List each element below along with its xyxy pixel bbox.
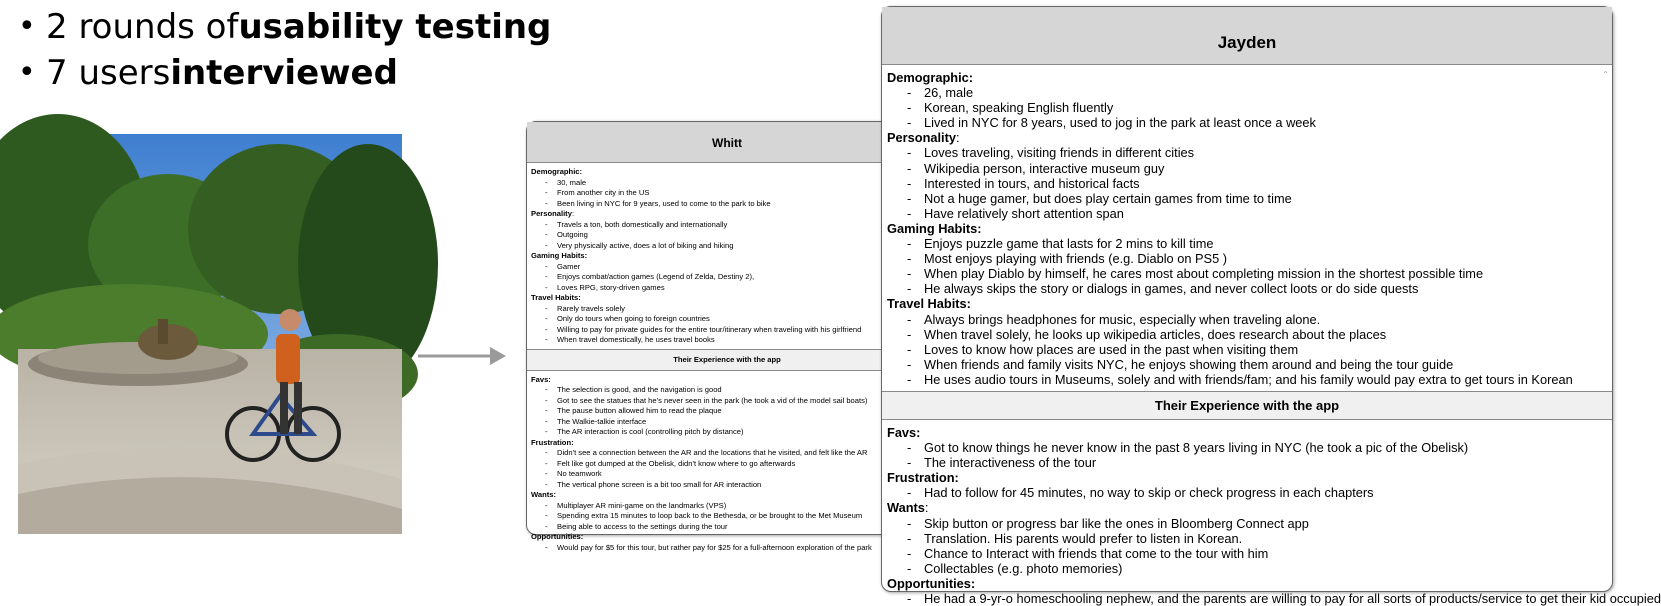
list-item: - Multiplayer AR mini-game on the landmarks (VPS) bbox=[531, 501, 923, 512]
list-item: - Korean, speaking English fluently bbox=[887, 100, 1604, 115]
experience-header: Their Experience with the app bbox=[527, 349, 927, 371]
list-item: - Got to see the statues that he's never seen in the park (he took a vid of the model sail boats) bbox=[531, 396, 923, 407]
bullet-dot: • bbox=[18, 55, 36, 90]
list-item: - When travel solely, he looks up wikipedia articles, does research about the places bbox=[887, 327, 1604, 342]
list-item: - Loves to know how places are used in the past when visiting them bbox=[887, 342, 1604, 357]
wants-list bbox=[887, 516, 1604, 576]
opportunities-list bbox=[887, 591, 1661, 606]
section-gaming-title: Gaming Habits: bbox=[887, 220, 982, 236]
list-item: - Been living in NYC for 9 years, used to come to the park to bike bbox=[531, 199, 923, 210]
list-item: - The AR interaction is cool (controlling pitch by distance) bbox=[531, 427, 923, 438]
section-frustration-title: Frustration: bbox=[531, 437, 574, 447]
section-personality-title: Personality: bbox=[531, 209, 575, 218]
experience-body bbox=[882, 420, 1661, 606]
summary-bullets bbox=[18, 4, 551, 96]
list-item: - Chance to Interact with friends that come to the tour with him bbox=[887, 546, 1604, 561]
list-item: - Loves traveling, visiting friends in different cities bbox=[887, 145, 1604, 160]
list-item: - Gamer bbox=[531, 262, 923, 273]
list-item: - Didn't see a connection between the AR and the locations that he visited, and felt like the AR bbox=[531, 448, 923, 459]
list-item: - The vertical phone screen is a bit too small for AR interaction bbox=[531, 480, 923, 491]
section-travel-title: Travel Habits: bbox=[531, 293, 581, 302]
favs-list bbox=[531, 385, 923, 438]
list-item: - He uses audio tours in Museums, solely and with friends/fam; and his family would pay extra to get tours in Korean bbox=[887, 372, 1604, 387]
persona-name: Jayden bbox=[882, 7, 1612, 65]
list-item: - Interested in tours, and historical facts bbox=[887, 176, 1604, 191]
bullet-text: 7 users bbox=[46, 53, 171, 93]
gaming-list bbox=[531, 262, 923, 294]
bullet-bold-text: interviewed bbox=[170, 53, 398, 93]
list-item: - Always brings headphones for music, especially when traveling alone. bbox=[887, 312, 1604, 327]
list-item: - The Walkie-talkie interface bbox=[531, 417, 923, 428]
bullet-text: 2 rounds of bbox=[46, 7, 239, 47]
opportunities-list bbox=[531, 543, 923, 554]
list-item: - Enjoys combat/action games (Legend of Zelda, Destiny 2), bbox=[531, 272, 923, 283]
list-item: - When friends and family visits NYC, he enjoys showing them around and being the tour guide bbox=[887, 357, 1604, 372]
list-item: - Collectables (e.g. photo memories) bbox=[887, 561, 1604, 576]
list-item: - Have relatively short attention span bbox=[887, 206, 1604, 221]
list-item: - Being able to access to the settings during the tour bbox=[531, 522, 923, 533]
bullet-users-interviewed bbox=[18, 50, 551, 96]
park-photo-illustration bbox=[18, 134, 402, 534]
list-item: - Felt like got dumped at the Obelisk, didn't know where to go afterwards bbox=[531, 459, 923, 470]
list-item: - When travel domestically, he uses travel books bbox=[531, 335, 923, 346]
list-item: - Rarely travels solely bbox=[531, 304, 923, 315]
favs-list bbox=[887, 440, 1604, 470]
section-wants-title: Wants: bbox=[531, 490, 557, 499]
experience-body bbox=[527, 371, 927, 554]
list-item: - 30, male bbox=[531, 178, 923, 189]
list-item: - Would pay for $5 for this tour, but rather pay for $25 for a full-afternoon exploration of the park bbox=[531, 543, 923, 554]
scroll-up-icon[interactable]: ⌃ bbox=[1602, 70, 1609, 79]
frustration-list bbox=[531, 448, 923, 490]
list-item: - Only do tours when going to foreign countries bbox=[531, 314, 923, 325]
persona-card-jayden bbox=[881, 6, 1661, 606]
section-personality-title: Personality: bbox=[887, 130, 960, 146]
section-opportunities-title: Opportunities: bbox=[887, 575, 976, 591]
list-item: - Spending extra 15 minutes to loop back to the Bethesda, or be brought to the Met Museum bbox=[531, 511, 923, 522]
list-item: - He always skips the story or dialogs in games, and never collect loots or do side quests bbox=[887, 281, 1604, 296]
list-item: - The interactiveness of the tour bbox=[887, 455, 1604, 470]
travel-list bbox=[531, 304, 923, 346]
list-item: - Lived in NYC for 8 years, used to jog in the park at least once a week bbox=[887, 115, 1604, 130]
section-demographic-title: Demographic: bbox=[531, 167, 583, 176]
list-item: - Most enjoys playing with friends (e.g. Diablo on PS5 ) bbox=[887, 251, 1604, 266]
gaming-list bbox=[887, 236, 1604, 296]
demographic-list bbox=[531, 178, 923, 210]
travel-list bbox=[887, 312, 1604, 387]
personality-list bbox=[887, 145, 1604, 220]
list-item: - Skip button or progress bar like the ones in Bloomberg Connect app bbox=[887, 516, 1604, 531]
experience-header: Their Experience with the app bbox=[882, 391, 1612, 420]
list-item: - Outgoing bbox=[531, 230, 923, 241]
park-photo bbox=[18, 134, 402, 534]
demographic-list bbox=[887, 85, 1604, 130]
section-wants-title: Wants: bbox=[887, 500, 929, 516]
list-item: - When play Diablo by himself, he cares most about completing mission in the shortest possible time bbox=[887, 266, 1604, 281]
section-favs-title: Favs: bbox=[887, 424, 921, 440]
list-item: - No teamwork bbox=[531, 469, 923, 480]
section-demographic-title: Demographic: bbox=[887, 70, 974, 85]
wants-list bbox=[531, 501, 923, 533]
bullet-dot: • bbox=[18, 9, 36, 44]
section-frustration-title: Frustration: bbox=[887, 470, 959, 486]
personality-list bbox=[531, 220, 923, 252]
right-arrow-icon bbox=[418, 344, 508, 373]
list-item: - He had a 9-yr-o homeschooling nephew, and the parents are willing to pay for all sorts of products/service to get their kid occupied bbox=[887, 591, 1604, 606]
list-item: - Willing to pay for private guides for the entire tour/itinerary when traveling with his girlfriend bbox=[531, 325, 923, 336]
section-opportunities-title: Opportunities: bbox=[531, 532, 584, 541]
persona-name: Whitt bbox=[527, 122, 927, 163]
frustration-list bbox=[887, 485, 1604, 500]
persona-body bbox=[882, 65, 1612, 387]
bullet-usability-testing bbox=[18, 4, 551, 50]
list-item: - The selection is good, and the navigation is good bbox=[531, 385, 923, 396]
list-item: - Not a huge gamer, but does play certain games from time to time bbox=[887, 191, 1604, 206]
list-item: - Travels a ton, both domestically and internationally bbox=[531, 220, 923, 231]
list-item: - Translation. His parents would prefer to listen in Korean. bbox=[887, 531, 1604, 546]
list-item: - Very physically active, does a lot of biking and hiking bbox=[531, 241, 923, 252]
list-item: - From another city in the US bbox=[531, 188, 923, 199]
section-gaming-title: Gaming Habits: bbox=[531, 251, 588, 260]
list-item: - Got to know things he never know in the past 8 years living in NYC (he took a pic of the Obelisk) bbox=[887, 440, 1604, 455]
list-item: - The pause button allowed him to read the plaque bbox=[531, 406, 923, 417]
persona-card-whitt bbox=[526, 121, 928, 552]
list-item: - Wikipedia person, interactive museum guy bbox=[887, 161, 1604, 176]
bullet-bold-text: usability testing bbox=[238, 7, 552, 47]
list-item: - Had to follow for 45 minutes, no way to skip or check progress in each chapters bbox=[887, 485, 1604, 500]
list-item: - Enjoys puzzle game that lasts for 2 mins to kill time bbox=[887, 236, 1604, 251]
section-travel-title: Travel Habits: bbox=[887, 296, 971, 312]
section-favs-title: Favs: bbox=[531, 374, 551, 384]
persona-body bbox=[527, 163, 927, 346]
list-item: - 26, male bbox=[887, 85, 1604, 100]
list-item: - Loves RPG, story-driven games bbox=[531, 283, 923, 294]
